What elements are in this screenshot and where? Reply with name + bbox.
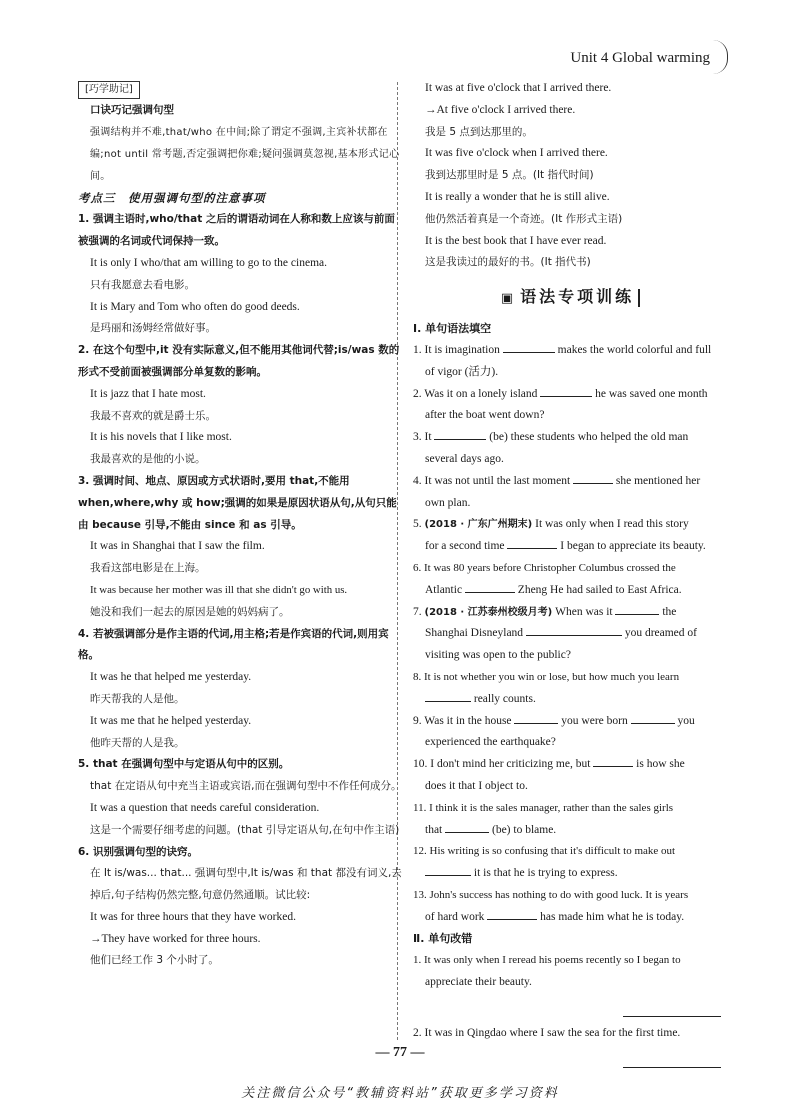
question-text: you were born <box>561 714 628 727</box>
question-text: 8. It is not whether you win or lose, but how much you learn <box>413 670 680 683</box>
left-column <box>78 78 403 972</box>
answer-blank[interactable] <box>615 602 659 615</box>
point-6 <box>78 842 403 973</box>
error-correction-1 <box>413 950 728 1017</box>
example-cn: 我最不喜欢的就是爵士乐。 <box>90 409 216 422</box>
point-head: 2. 在这个句型中,it 没有实际意义,但不能用其他词代替;is/was 数的形式不受前面被强调部分单复数的影响。 <box>78 344 400 378</box>
question-text: after the boat went down? <box>425 409 545 422</box>
example-cn: 他仍然活着真是一个奇迹。(It 作形式主语) <box>425 212 623 225</box>
question-text: It was only when I read this story <box>535 518 689 531</box>
question-text: several days ago. <box>425 452 504 465</box>
question-source-tag: (2018 · 广东广州期末) <box>424 519 533 531</box>
example-en: It is only I who/that am willing to go to the cinema. <box>90 256 327 269</box>
question-1 <box>413 340 728 384</box>
question-source-tag: (2018 · 江苏泰州校级月考) <box>424 606 553 618</box>
question-text: Atlantic <box>425 583 463 596</box>
example-cn: 他昨天帮的人是我。 <box>90 736 185 749</box>
example-en: It is jazz that I hate most. <box>90 387 206 400</box>
example-en: It is really a wonder that he is still alive. <box>425 190 610 203</box>
example-cn: 这是我读过的最好的书。(It 指代书) <box>425 256 591 269</box>
question-text: does it that I object to. <box>425 779 528 792</box>
question-text: she mentioned her <box>615 474 701 487</box>
question-text: 1. It was only when I reread his poems recently so I began to <box>413 954 681 967</box>
answer-blank[interactable] <box>425 689 471 702</box>
answer-blank[interactable] <box>465 580 515 593</box>
point-2 <box>78 340 403 471</box>
question-text: 10. I don't mind her criticizing me, but <box>413 758 591 771</box>
question-text: he was saved one month <box>595 387 708 400</box>
question-2 <box>413 384 728 428</box>
point-3 <box>78 471 403 624</box>
question-5 <box>413 514 728 558</box>
example-cn: 这是一个需要仔细考虑的问题。(that 引导定语从句,在句中作主语) <box>90 823 400 836</box>
tip-body: 强调结构并不难,that/who 在中间;除了谓定不强调,主宾补状都在编;not until 常考题,否定强调把你难;疑问强调莫忽视,基本形式记心间。 <box>90 126 400 182</box>
tip-title: 口诀巧记强调句型 <box>90 103 174 116</box>
question-8 <box>413 667 728 711</box>
question-text: appreciate their beauty. <box>425 976 532 989</box>
question-text: experienced the earthquake? <box>425 736 556 749</box>
example-cn: 我看这部电影是在上海。 <box>90 562 206 575</box>
answer-blank[interactable] <box>593 754 633 767</box>
question-text: 3. It <box>413 431 432 444</box>
question-text: of hard work <box>425 910 485 923</box>
example-en: It was because her mother was ill that she didn't go with us. <box>90 583 348 596</box>
example-en: It is the best book that I have ever read. <box>425 234 607 247</box>
question-text: you <box>677 714 695 727</box>
question-text: makes the world colorful and full <box>557 343 712 356</box>
point-head: 3. 强调时间、地点、原因或方式状语时,要用 that,不能用 when,where,why 或 how;强调的如果是原因状语从句,从句只能由 because 引导,不能由 since 和 as 引导。 <box>78 474 397 531</box>
question-11 <box>413 798 728 842</box>
example-en: →At five o'clock I arrived there. <box>425 103 576 116</box>
tip-tag: [巧学助记] <box>78 81 140 99</box>
section-title: 考点三 使用强调句型的注意事项 <box>78 190 266 205</box>
banner-bar <box>638 289 640 307</box>
question-text: it is that he is trying to express. <box>473 867 618 880</box>
answer-blank[interactable] <box>526 623 622 636</box>
question-text: is how she <box>636 758 685 771</box>
example-cn: 他们已经工作 3 个小时了。 <box>90 954 219 967</box>
answer-blank[interactable] <box>514 711 558 724</box>
question-text: I began to appreciate its beauty. <box>560 540 706 553</box>
answer-blank[interactable] <box>434 427 486 440</box>
question-number: 5. <box>413 518 422 531</box>
question-text: (be) these students who helped the old man <box>489 431 689 444</box>
banner-title: 语法专项训练 <box>520 287 635 307</box>
question-9 <box>413 711 728 755</box>
example-cn: 是玛丽和汤姆经常做好事。 <box>90 322 216 335</box>
point-head: 5. that 在强调句型中与定语从句中的区别。 <box>78 758 290 771</box>
header-decoration <box>713 40 728 74</box>
example-en: →They have worked for three hours. <box>90 932 261 945</box>
question-text: visiting was open to the public? <box>425 649 571 662</box>
point-head: 6. 识别强调句型的诀窍。 <box>78 845 198 858</box>
question-text: 12. His writing is so confusing that it's difficult to make out <box>413 845 676 858</box>
note-cn: 在 It is/was... that... 强调句型中,It is/was 和 that 都没有词义,去掉后,句子结构仍然完整,句意仍然通顺。试比较: <box>90 867 402 902</box>
question-text: 1. It is imagination <box>413 343 500 356</box>
question-text: the <box>662 605 677 618</box>
question-10 <box>413 754 728 798</box>
question-text: 2. It was in Qingdao where I saw the sea for the first time. <box>413 1026 681 1039</box>
question-4 <box>413 471 728 515</box>
answer-blank[interactable] <box>631 711 675 724</box>
example-en: It is Mary and Tom who often do good deeds. <box>90 300 300 313</box>
question-text: 13. John's success has nothing to do with good luck. It is years <box>413 888 689 901</box>
answer-blank[interactable] <box>507 536 557 549</box>
question-text: Zheng He had sailed to East Africa. <box>517 583 682 596</box>
grammar-training-icon: ▣ <box>500 291 517 307</box>
point-head: 1. 强调主语时,who/that 之后的谓语动词在人称和数上应该与前面被强调的名词或代词保持一致。 <box>78 213 395 248</box>
section-banner <box>413 284 728 312</box>
page-number: — 77 — <box>375 1045 425 1060</box>
example-cn: 昨天帮我的人是他。 <box>90 692 185 705</box>
example-en: It was he that helped me yesterday. <box>90 671 252 684</box>
question-12 <box>413 841 728 885</box>
point-head: 4. 若被强调部分是作主语的代词,用主格;若是作宾语的代词,则用宾格。 <box>78 627 389 662</box>
question-text: 4. It was not until the last moment <box>413 474 571 487</box>
answer-blank[interactable] <box>573 471 613 484</box>
question-text: 11. I think it is the sales manager, rather than the sales girls <box>413 801 674 814</box>
question-text: 2. Was it on a lonely island <box>413 387 538 400</box>
question-text: you dreamed of <box>624 627 697 640</box>
example-en: It was me that he helped yesterday. <box>90 714 252 727</box>
answer-line[interactable] <box>623 1002 721 1017</box>
question-text: really counts. <box>473 692 536 705</box>
example-en: It was five o'clock when I arrived there. <box>425 147 608 160</box>
question-text: that <box>425 823 443 836</box>
example-cn: 我最喜欢的是他的小说。 <box>90 453 206 466</box>
point-4 <box>78 624 403 755</box>
footer-watermark: 关注微信公众号“教辅资料站”获取更多学习资料 <box>241 1086 559 1101</box>
answer-blank[interactable] <box>540 384 592 397</box>
example-en: It was a question that needs careful consideration. <box>90 801 320 814</box>
example-cn: 只有我愿意去看电影。 <box>90 278 195 291</box>
example-cn: 我是 5 点到达那里的。 <box>425 125 533 138</box>
question-text: has made him what he is today. <box>540 910 685 923</box>
example-en: It was in Shanghai that I saw the film. <box>90 540 265 553</box>
question-3 <box>413 427 728 471</box>
question-13 <box>413 885 728 929</box>
question-text: own plan. <box>425 496 471 509</box>
question-text: (be) to blame. <box>492 823 557 836</box>
answer-blank[interactable] <box>425 863 471 876</box>
question-7 <box>413 602 728 667</box>
point-1 <box>78 209 403 340</box>
question-text: for a second time <box>425 540 505 553</box>
tip-box <box>78 78 403 100</box>
example-en: It was at five o'clock that I arrived there. <box>425 82 612 94</box>
question-text: of vigor (活力). <box>425 365 499 378</box>
answer-blank[interactable] <box>503 340 555 353</box>
question-text: When was it <box>555 605 613 618</box>
example-cn: 我到达那里时是 5 点。(It 指代时间) <box>425 169 594 182</box>
question-text: Shanghai Disneyland <box>425 627 524 640</box>
page-header: Unit 4 Global warming <box>570 50 710 66</box>
example-en: It is his novels that I like most. <box>90 431 232 444</box>
question-6 <box>413 558 728 602</box>
question-text: 6. It was 80 years before Christopher Columbus crossed the <box>413 561 676 574</box>
question-text: 9. Was it in the house <box>413 714 512 727</box>
question-number: 7. <box>413 605 422 618</box>
example-en: It was for three hours that they have worked. <box>90 910 296 923</box>
answer-blank[interactable] <box>445 820 489 833</box>
point-5 <box>78 754 403 841</box>
part-2-title: Ⅱ. 单句改错 <box>413 932 473 946</box>
part-1-title: Ⅰ. 单句语法填空 <box>413 322 492 336</box>
answer-blank[interactable] <box>487 907 537 920</box>
example-cn: 她没和我们一起去的原因是她的妈妈病了。 <box>90 605 290 618</box>
right-column <box>413 78 728 1074</box>
note-cn: that 在定语从句中充当主语或宾语,而在强调句型中不作任何成分。 <box>90 780 402 793</box>
